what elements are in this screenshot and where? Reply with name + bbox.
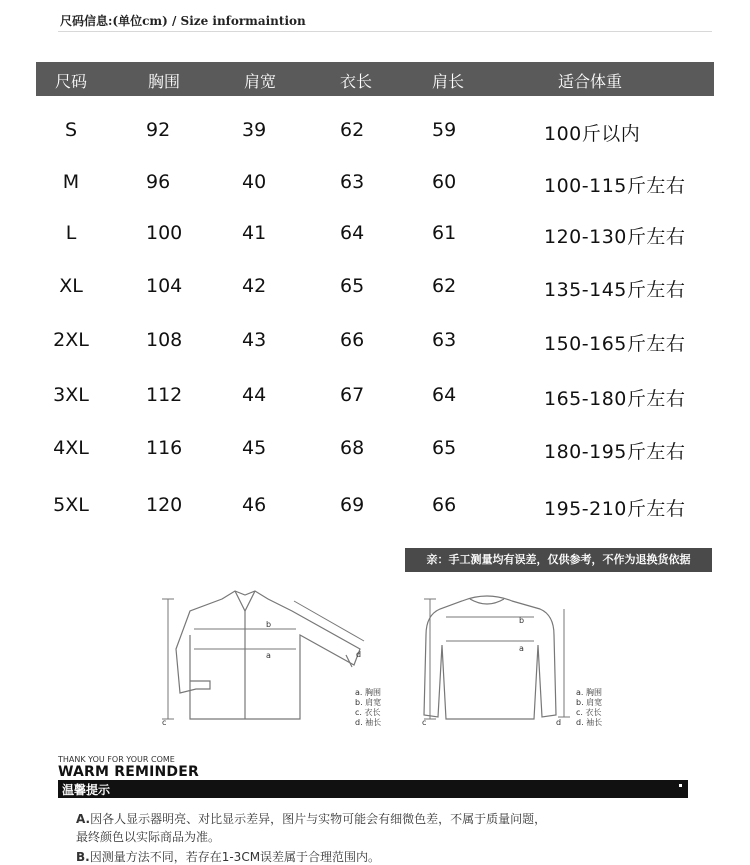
cell-sleeve: 65 xyxy=(432,437,457,459)
cell-weight: 100-115斤左右 xyxy=(544,175,686,197)
sweater-icon xyxy=(424,596,556,719)
table-row xyxy=(36,494,714,522)
sweater-legend xyxy=(576,688,602,728)
header-divider xyxy=(58,31,712,32)
cell-size: 2XL xyxy=(53,329,89,351)
sweater-label-c: c xyxy=(422,718,427,727)
column-header-shoulder: 肩宽 xyxy=(244,72,277,91)
cell-weight: 195-210斤左右 xyxy=(544,498,686,520)
cell-size: L xyxy=(65,222,77,244)
cell-shoulder: 43 xyxy=(242,329,267,351)
sweater-measure-lines xyxy=(424,599,570,719)
measurement-note: 亲：手工测量均有误差，仅供参考，不作为退换货依据 xyxy=(405,548,712,572)
tip-b-text: 因测量方法不同，若存在1-3CM误差属于合理范围内。 xyxy=(89,850,381,864)
cell-shoulder: 46 xyxy=(242,494,267,516)
cell-size: M xyxy=(62,171,80,193)
sweater-label-b: b xyxy=(519,616,525,625)
cell-weight: 120-130斤左右 xyxy=(544,226,686,248)
cell-length: 62 xyxy=(340,119,365,141)
cell-chest: 120 xyxy=(146,494,183,516)
cell-shoulder: 40 xyxy=(242,171,267,193)
cell-chest: 96 xyxy=(146,171,171,193)
column-header-sleeve: 肩长 xyxy=(432,72,465,91)
cell-sleeve: 59 xyxy=(432,119,457,141)
cell-weight: 150-165斤左右 xyxy=(544,333,686,355)
table-row xyxy=(36,275,714,303)
cell-chest: 112 xyxy=(146,384,183,406)
cell-sleeve: 64 xyxy=(432,384,457,406)
thanks-text: THANK YOU FOR YOUR COME xyxy=(58,755,175,764)
cell-weight: 100斤以内 xyxy=(544,123,641,145)
cell-length: 67 xyxy=(340,384,365,406)
cell-chest: 116 xyxy=(146,437,183,459)
cell-weight: 165-180斤左右 xyxy=(544,388,686,410)
cell-size: S xyxy=(64,119,78,141)
cell-length: 68 xyxy=(340,437,365,459)
sweater-label-a: a xyxy=(519,644,524,653)
cell-size: 5XL xyxy=(53,494,89,516)
cell-chest: 100 xyxy=(146,222,183,244)
cell-shoulder: 39 xyxy=(242,119,267,141)
cell-length: 69 xyxy=(340,494,365,516)
column-header-length: 衣长 xyxy=(340,72,373,91)
tip-a-line-1 xyxy=(76,810,546,827)
table-row xyxy=(36,222,714,250)
cell-shoulder: 41 xyxy=(242,222,267,244)
legend-item: c. 衣长 xyxy=(355,708,381,717)
cell-sleeve: 60 xyxy=(432,171,457,193)
table-row xyxy=(36,437,714,465)
tip-a-line-2: 最终颜色以实际商品为准。 xyxy=(76,830,221,844)
cell-weight: 135-145斤左右 xyxy=(544,279,686,301)
legend-item: a. 胸围 xyxy=(576,688,602,697)
cell-length: 64 xyxy=(340,222,365,244)
column-header-chest: 胸围 xyxy=(148,72,181,91)
cell-shoulder: 44 xyxy=(242,384,267,406)
tip-a-prefix: A. xyxy=(76,812,91,826)
cell-shoulder: 42 xyxy=(242,275,267,297)
table-row xyxy=(36,384,714,412)
legend-item: b. 肩宽 xyxy=(355,698,382,707)
table-row xyxy=(36,329,714,357)
cell-size: 3XL xyxy=(53,384,89,406)
warm-reminder-bar xyxy=(58,780,688,798)
cell-weight: 180-195斤左右 xyxy=(544,441,686,463)
cell-shoulder: 45 xyxy=(242,437,267,459)
shirt-measure-lines xyxy=(162,599,364,719)
sweater-label-d: d xyxy=(556,718,562,727)
warm-reminder-label: 温馨提示 xyxy=(62,783,111,797)
table-row xyxy=(36,119,714,147)
shirt-legend xyxy=(355,688,381,728)
table-row xyxy=(36,171,714,199)
tip-a-text: 因各人显示器明亮、对比显示差异，图片与实物可能会有细微色差，不属于质量问题， xyxy=(90,812,547,826)
legend-item: c. 衣长 xyxy=(576,708,602,717)
cell-sleeve: 61 xyxy=(432,222,457,244)
legend-item: a. 胸围 xyxy=(355,688,381,697)
cell-chest: 108 xyxy=(146,329,183,351)
tip-b-prefix: B. xyxy=(76,850,90,864)
cell-length: 63 xyxy=(340,171,365,193)
legend-item: b. 肩宽 xyxy=(576,698,603,707)
shirt-label-c: c xyxy=(162,718,167,727)
column-header-size: 尺码 xyxy=(54,72,87,91)
cell-sleeve: 63 xyxy=(432,329,457,351)
cell-chest: 104 xyxy=(146,275,183,297)
bar-dot xyxy=(679,784,682,787)
cell-length: 65 xyxy=(340,275,365,297)
legend-item: d. 袖长 xyxy=(355,718,382,727)
cell-sleeve: 62 xyxy=(432,275,457,297)
cell-length: 66 xyxy=(340,329,365,351)
column-header-weight: 适合体重 xyxy=(558,72,623,91)
shirt-label-a: a xyxy=(266,651,271,660)
size-table-header xyxy=(36,62,714,96)
size-info-title: 尺码信息:(单位cm) / Size informaintion xyxy=(60,14,306,28)
cell-chest: 92 xyxy=(146,119,171,141)
legend-item: d. 袖长 xyxy=(576,718,603,727)
cell-size: 4XL xyxy=(53,437,89,459)
shirt-label-d: d xyxy=(356,650,362,659)
cell-size: XL xyxy=(59,275,83,297)
cell-sleeve: 66 xyxy=(432,494,457,516)
tip-b xyxy=(76,848,380,865)
warm-reminder-title: WARM REMINDER xyxy=(58,764,200,780)
shirt-label-b: b xyxy=(266,620,272,629)
